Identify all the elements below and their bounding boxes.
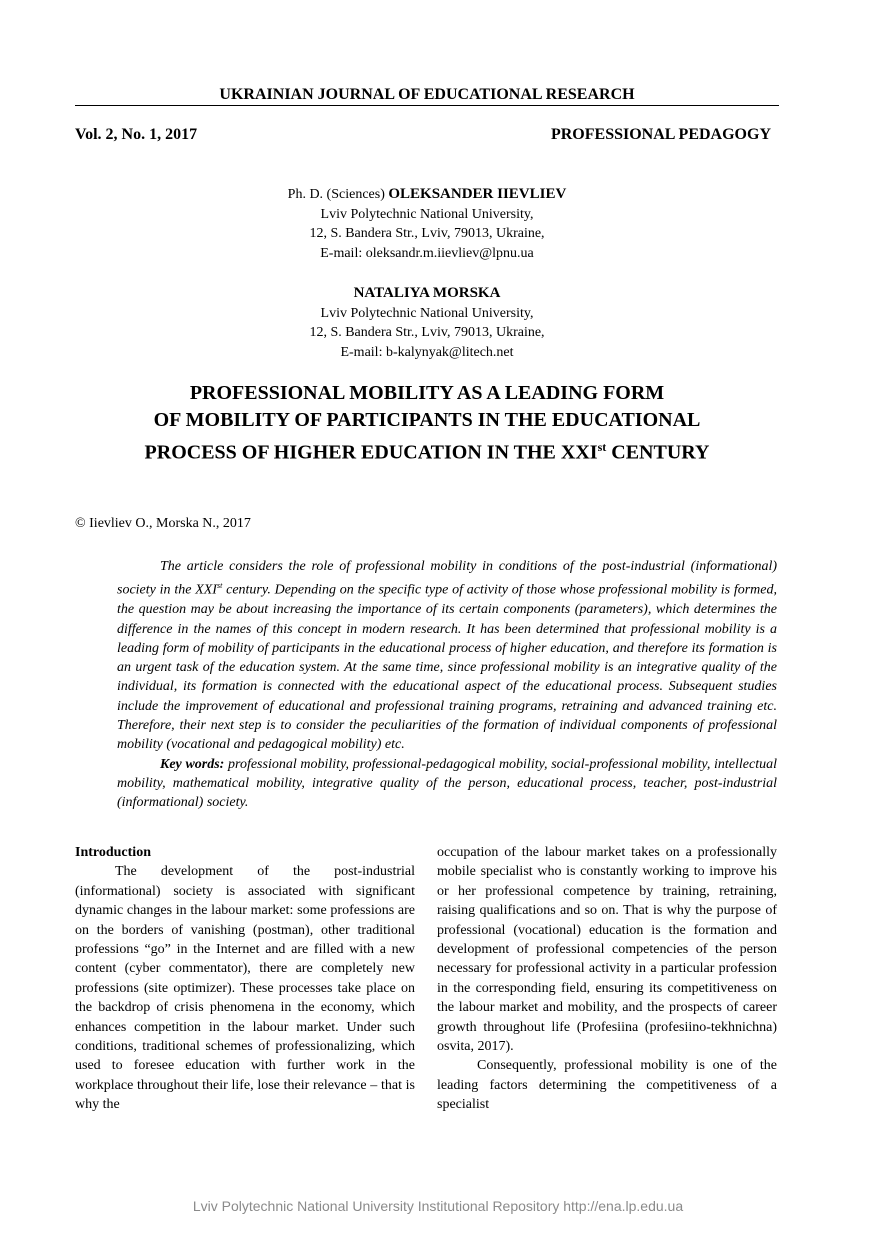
copyright: © Iievliev O., Morska N., 2017 — [75, 516, 251, 531]
author-1-line — [75, 185, 779, 205]
repository-footer: Lviv Polytechnic National University Institutional Repository http://ena.lp.edu.ua — [192, 1198, 684, 1214]
article-title — [75, 380, 779, 467]
body-paragraph: occupation of the labour market takes on a professionally mobile specialist who is constantly working to improve his or her professional competence by training, retraining, raising qualifications and so on. That is why the purpose of professional (vocational) education is the formation and development of professional competencies of the person necessary for professional activity in a particular profession in the corresponding field, ensuring its competitiveness on the labour market and mobility, and the prospects of career growth throughout life (Profesiina (profesiino-tekhnichna) osvita, 2017). — [437, 845, 777, 1055]
keywords — [117, 755, 777, 813]
abstract — [117, 557, 777, 813]
abstract-text: The article considers the role of professional mobility in conditions of the post-industrial (informational) society in the XXIst century. Depending on the specific type of activity of those whose professional mobility is formed, the question may be about increasing the importance of its certain components (parameters), which determines the difference in the names of this concept in modern research. It has been determined that professional mobility is a leading form of mobility of participants in the educational process of higher education, and therefore its formation is an urgent task of the education system. At the same time, since professional mobility is an integrative quality of the individual, its formation is connected with the educational aspect of the educational process. Subsequent studies include the improvement of educational and professional training programs, retraining and advanced training etc. Therefore, their next step is to consider the peculiarities of the formation of individual components of professional mobility (vocational and pedagogical mobility) etc. — [117, 559, 777, 753]
title-line-2: OF MOBILITY OF PARTICIPANTS IN THE EDUCATIONAL — [153, 409, 701, 431]
author-1-affiliation: Lviv Polytechnic National University, — [320, 206, 534, 222]
body-paragraph: The development of the post-industrial (informational) society is associated with significant dynamic changes in the labour market: some professions are on the borders of vanishing (postman), other traditional professions “go” in the Internet and are filled with a new content (cyber commentator), there are completely new professions (site optimizer). These processes take place on the backdrop of crisis phenomena in the economy, which enhances competition in the labour market. Under such conditions, traditional schemes of professionalizing, which used to foresee education with further work in the workplace throughout their life, lose their relevance – that is why the — [75, 864, 415, 1113]
author-1-email: E-mail: oleksandr.m.iievliev@lpnu.ua — [320, 245, 534, 261]
author-block-1 — [75, 185, 779, 263]
author-1-name: OLEKSANDER IIEVLIEV — [388, 186, 567, 202]
volume-info: Vol. 2, No. 1, 2017 — [75, 126, 198, 143]
title-line-1: PROFESSIONAL MOBILITY AS A LEADING FORM — [189, 382, 665, 404]
author-block-2 — [75, 284, 779, 362]
author-1-address: 12, S. Bandera Str., Lviv, 79013, Ukraine, — [309, 226, 545, 242]
title-line-3: PROCESS OF HIGHER EDUCATION IN THE XXIst CENTURY — [144, 440, 710, 464]
keywords-list: professional mobility, professional-pedagogical mobility, social-professional mobility, intellectual mobility, mathematical mobility, integrative quality of the person, educational process, teacher, post-industrial (informational) society. — [117, 756, 777, 811]
section-name: PROFESSIONAL PEDAGOGY — [550, 126, 771, 143]
header-rule — [75, 105, 779, 106]
author-2-affiliation: Lviv Polytechnic National University, — [320, 305, 534, 321]
author-1-degree: Ph. D. (Sciences) — [287, 187, 385, 202]
author-2-name: NATALIYA MORSKA — [353, 285, 501, 301]
keywords-label: Key words: — [160, 756, 225, 772]
journal-title: UKRAINIAN JOURNAL OF EDUCATIONAL RESEARCH — [219, 86, 635, 103]
body-column-2 — [437, 843, 777, 1115]
author-2-email: E-mail: b-kalynyak@litech.net — [340, 344, 514, 360]
author-2-address: 12, S. Bandera Str., Lviv, 79013, Ukraine, — [309, 325, 545, 341]
introduction-heading: Introduction — [75, 845, 151, 860]
body-paragraph: Consequently, professional mobility is one of the leading factors determining the competitiveness of a specialist — [437, 1058, 777, 1113]
body-column-1 — [75, 843, 415, 1115]
